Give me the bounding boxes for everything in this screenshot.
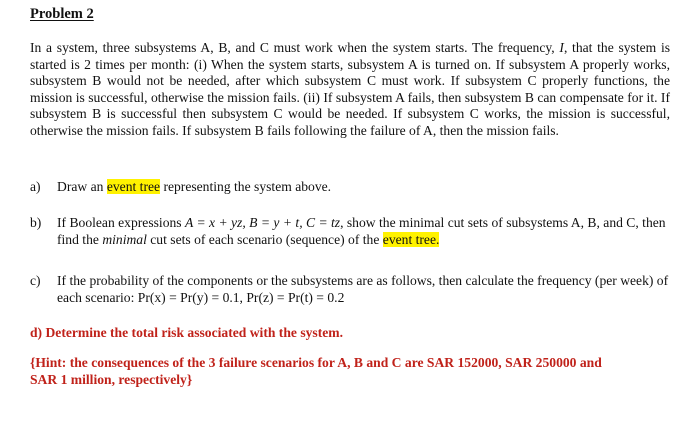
minimal-emphasis: minimal <box>102 231 147 247</box>
highlight-event-tree-b: event tree. <box>382 231 440 247</box>
question-b-label: b) <box>30 215 42 230</box>
question-a-body <box>57 179 680 196</box>
hint-text: {Hint: the consequences of the 3 failure scenarios for A, B and C are SAR 152000, SAR 250000 and SAR 1 million, respectively} <box>30 355 602 387</box>
question-b-text-post: cut sets of each scenario (sequence) of the <box>146 231 383 247</box>
question-c-body <box>57 273 680 306</box>
intro-text-1: In a system, three subsystems A, B, and C must work when the system starts. The frequency, <box>30 40 560 55</box>
intro-text-2: , that the system is started is 2 times per month: (i) When the system starts, subsystem A is turned on. If subsystem A properly works, subsystem B would not be needed, after which subsystem C must work. If subsystem C properly functions, the mission is successful, otherwise the mission fails. (ii) If subsystem A fails, then subsystem B can compensate for it. If subsystem B is successful then subsystem C would be needed. If subsystem C works, the mission is successful, otherwise the mission fails. If subsystem B fails following the failure of A, then the mission fails. <box>30 40 671 138</box>
question-b-text-mid: , show the minimal cut sets of subsystems A, B, and C, then find the <box>57 215 666 247</box>
question-b <box>30 215 680 248</box>
question-d: d) Determine the total risk associated with the system. <box>30 325 343 340</box>
question-c <box>30 273 680 306</box>
frequency-variable: I <box>559 40 564 55</box>
question-b-body <box>57 215 680 248</box>
highlight-event-tree: event tree <box>106 179 161 194</box>
question-a <box>30 179 680 196</box>
question-a-label: a) <box>30 179 41 194</box>
question-a-text: Draw an <box>57 179 107 194</box>
probability-values: Pr(x) = Pr(y) = 0.1, Pr(z) = Pr(t) = 0.2 <box>137 289 345 305</box>
problem-title: Problem 2 <box>30 6 94 22</box>
question-c-label: c) <box>30 273 41 288</box>
question-a-text-end: representing the system above. <box>160 179 332 194</box>
problem-intro <box>30 40 670 139</box>
boolean-expressions: A = x + yz, B = y + t, C = tz <box>184 215 341 230</box>
question-b-text: If Boolean expressions <box>57 215 185 230</box>
question-c-text: If the probability of the components or the subsystems are as follows, then calculate the frequency (per week) of each scenario: <box>57 273 669 305</box>
